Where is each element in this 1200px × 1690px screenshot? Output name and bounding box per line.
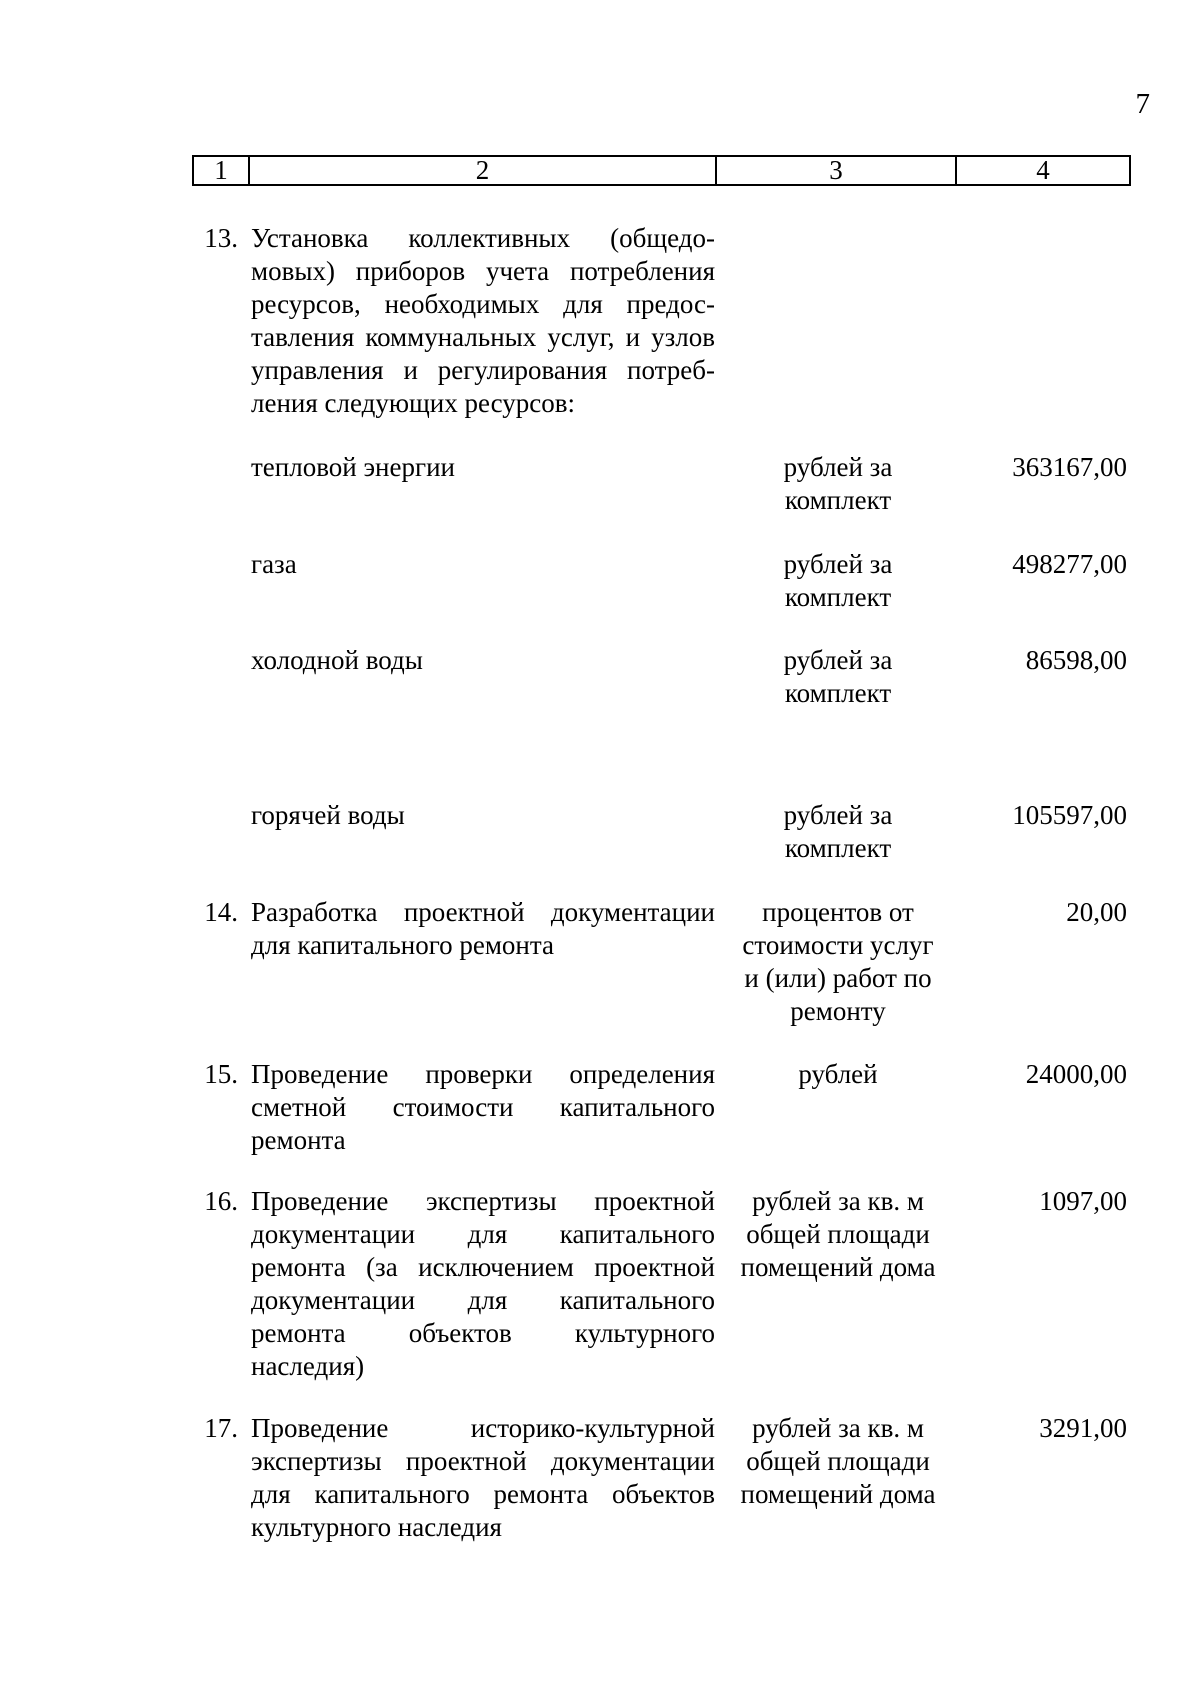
item-value: 24000,00: [1025, 1059, 1127, 1089]
item-number: 16.: [204, 1186, 238, 1216]
unit-line: комплект: [784, 833, 892, 863]
description-line: ресурсов, необходимых для предос-: [251, 289, 715, 319]
unit-of-measure: [727, 644, 949, 710]
sub-item-name: газа: [251, 549, 297, 579]
unit-line: общей площади: [746, 1446, 930, 1476]
unit-line: общей площади: [746, 1219, 930, 1249]
unit-line: комплект: [784, 678, 892, 708]
unit-line: рублей за: [783, 549, 893, 579]
column-header-3: 3: [716, 156, 956, 185]
item-description: [251, 1185, 715, 1383]
sub-item-name: тепловой энергии: [251, 452, 455, 482]
description-line: ления следующих ресурсов:: [251, 388, 576, 418]
description-line: экспертизы проектной документации: [251, 1446, 715, 1476]
item-value: 1097,00: [1039, 1186, 1127, 1216]
unit-line: рублей за: [783, 645, 893, 675]
description-line: Разработка проектной документации: [251, 897, 715, 927]
description-line: управления и регулирования потреб-: [251, 355, 715, 385]
description-line: культурного наследия: [251, 1512, 502, 1542]
item-number: 17.: [204, 1413, 238, 1443]
item-value: 86598,00: [1025, 645, 1127, 675]
unit-of-measure: [727, 451, 949, 517]
unit-line: комплект: [784, 485, 892, 515]
sub-item-name: холодной воды: [251, 645, 423, 675]
description-line: ремонта (за исключением проектной: [251, 1252, 715, 1282]
page-number: 7: [1135, 88, 1150, 120]
description-line: для капитального ремонта объектов: [251, 1479, 715, 1509]
description-line: документации для капитального: [251, 1219, 715, 1249]
item-description: [251, 896, 715, 962]
description-line: ремонта объектов культурного: [251, 1318, 715, 1348]
unit-line: ремонту: [790, 996, 886, 1026]
unit-line: комплект: [784, 582, 892, 612]
unit-of-measure: [727, 896, 949, 1028]
description-line: мовых) приборов учета потребления: [251, 256, 715, 286]
item-value: 363167,00: [1012, 452, 1127, 482]
description-line: ремонта: [251, 1125, 346, 1155]
description-line: тавления коммунальных услуг, и узлов: [251, 322, 715, 352]
description-line: документации для капитального: [251, 1285, 715, 1315]
description-line: сметной стоимости капитального: [251, 1092, 715, 1122]
unit-of-measure: [727, 799, 949, 865]
column-header-2: 2: [249, 156, 716, 185]
description-line: наследия): [251, 1351, 365, 1381]
unit-line: рублей за кв. м: [752, 1413, 924, 1443]
item-value: 20,00: [1066, 897, 1127, 927]
column-header-table: [192, 155, 1131, 186]
item-value: 498277,00: [1012, 549, 1127, 579]
description-line: Установка коллективных (общедо-: [251, 223, 715, 253]
unit-line: помещений дома: [740, 1252, 936, 1282]
unit-of-measure: [727, 1058, 949, 1091]
unit-line: рублей за: [783, 452, 893, 482]
item-value: 105597,00: [1012, 800, 1127, 830]
item-value: 3291,00: [1039, 1413, 1127, 1443]
item-description: [251, 1412, 715, 1544]
unit-line: рублей за: [783, 800, 893, 830]
item-number: 13.: [204, 223, 238, 253]
unit-of-measure: [727, 1412, 949, 1511]
description-line: Проведение проверки определения: [251, 1059, 715, 1089]
unit-of-measure: [727, 548, 949, 614]
column-header-row: [193, 156, 1130, 185]
unit-line: рублей: [798, 1059, 878, 1089]
unit-line: помещений дома: [740, 1479, 936, 1509]
unit-of-measure: [727, 1185, 949, 1284]
item-description: [251, 222, 715, 420]
unit-line: процентов от: [762, 897, 914, 927]
unit-line: стоимости услуг: [742, 930, 934, 960]
column-header-1: 1: [193, 156, 249, 185]
item-number: 14.: [204, 897, 238, 927]
description-line: Проведение историко-культурной: [251, 1413, 715, 1443]
unit-line: и (или) работ по: [744, 963, 932, 993]
column-header-4: 4: [956, 156, 1130, 185]
description-line: Проведение экспертизы проектной: [251, 1186, 715, 1216]
sub-item-name: горячей воды: [251, 800, 405, 830]
description-line: для капитального ремонта: [251, 930, 554, 960]
item-number: 15.: [204, 1059, 238, 1089]
item-description: [251, 1058, 715, 1157]
unit-line: рублей за кв. м: [752, 1186, 924, 1216]
